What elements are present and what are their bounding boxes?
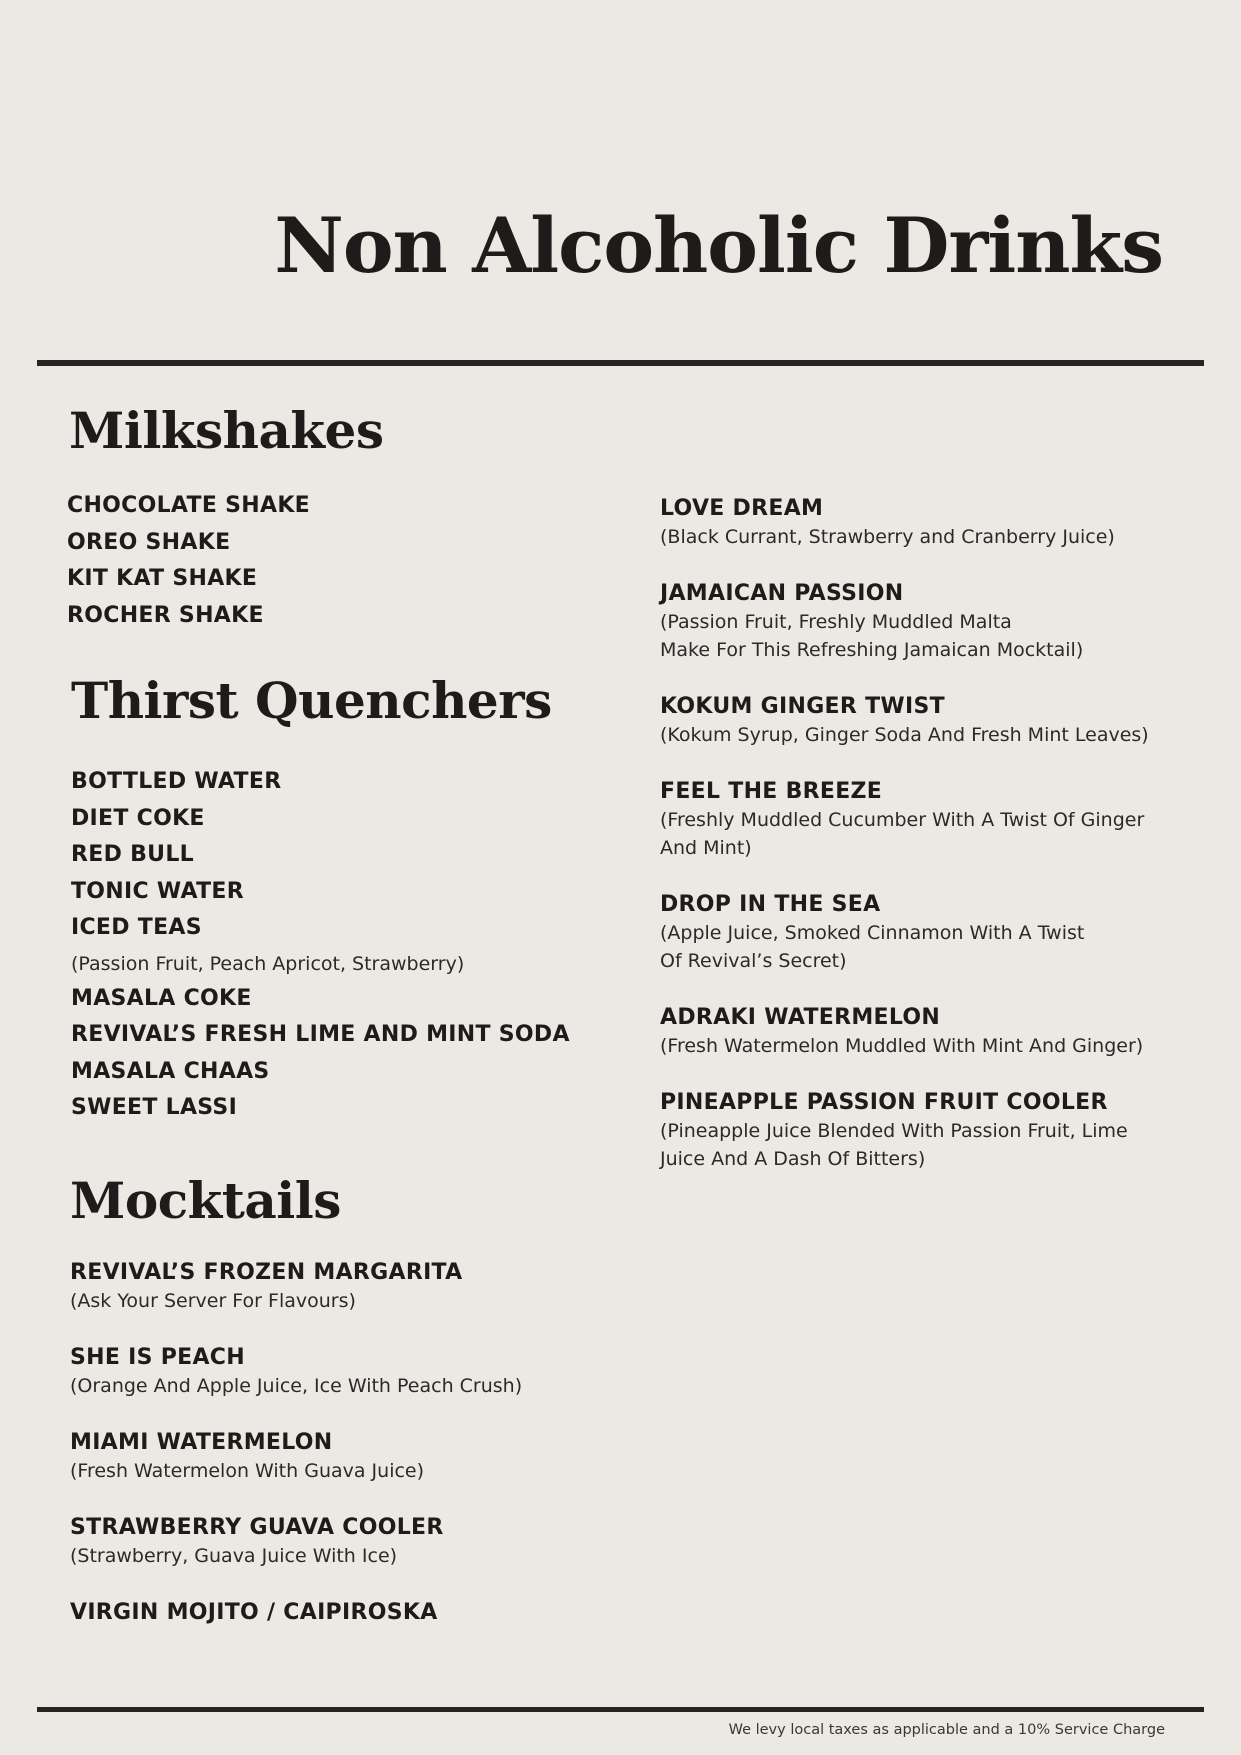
item-description: (Kokum Syrup, Ginger Soda And Fresh Mint Leaves) [660,724,1149,746]
top-divider [37,360,1204,366]
item-description: (Fresh Watermelon Muddled With Mint And Ginger) [660,1035,1144,1057]
list-item [660,1089,1149,1173]
item-name: PINEAPPLE PASSION FRUIT COOLER [660,1090,1108,1115]
mocktails-list [70,1259,522,1627]
section-heading-milkshakes: Milkshakes [69,401,384,460]
list-item [70,1259,522,1344]
list-item [660,1004,1149,1089]
list-item [660,693,1149,778]
list-item: BOTTLED WATER [71,769,282,794]
item-description: (Apple Juice, Smoked Cinnamon With A Twist Of Revival’s Secret) [660,922,1085,972]
list-item: OREO SHAKE [67,529,231,555]
list-item [660,778,1149,891]
list-item [660,495,1149,580]
item-description: (Passion Fruit, Freshly Muddled Malta Make For This Refreshing Jamaican Mocktail) [660,611,1084,661]
item-description: (Fresh Watermelon With Guava Juice) [70,1460,425,1482]
item-name: FEEL THE BREEZE [660,779,883,804]
list-item [70,1344,522,1429]
section-heading-mocktails: Mocktails [70,1171,341,1230]
page-title: Non Alcoholic Drinks [274,201,1163,290]
list-item [70,1429,522,1514]
item-description: (Freshly Muddled Cucumber With A Twist Of Ginger And Mint) [660,809,1145,859]
item-name: REVIVAL’S FROZEN MARGARITA [70,1260,463,1285]
list-item: CHOCOLATE SHAKE [67,493,310,518]
list-item: TONIC WATER [71,878,244,904]
list-item: DIET COKE [71,805,205,831]
item-name: DROP IN THE SEA [660,892,881,917]
item-name: MIAMI WATERMELON [70,1430,333,1455]
list-item: REVIVAL’S FRESH LIME AND MINT SODA [71,1022,570,1047]
mocktails-list-continued [660,495,1149,1173]
item-description: (Orange And Apple Juice, Ice With Peach Crush) [70,1375,523,1397]
list-item: SWEET LASSI [71,1095,238,1120]
list-item [660,580,1149,693]
item-name: VIRGIN MOJITO / CAIPIROSKA [70,1600,438,1625]
list-item: ICED TEAS [71,915,202,940]
list-item [660,891,1149,1004]
item-name: STRAWBERRY GUAVA COOLER [70,1515,444,1540]
list-item: RED BULL [71,842,194,867]
thirst-quenchers-list [71,764,570,1127]
item-name: KOKUM GINGER TWIST [660,694,945,719]
milkshakes-list [67,488,310,634]
item-description: (Pineapple Juice Blended With Passion Fruit, Lime Juice And A Dash Of Bitters) [660,1120,1128,1170]
item-name: LOVE DREAM [660,496,824,521]
list-item: MASALA CHAAS [71,1058,270,1084]
bottom-divider [37,1707,1204,1712]
section-heading-thirst-quenchers: Thirst Quenchers [71,671,552,730]
footer-note: We levy local taxes as applicable and a 10% Service Charge [728,1722,1165,1738]
list-item [70,1599,522,1627]
list-item [70,1514,522,1599]
list-item: KIT KAT SHAKE [67,566,258,591]
item-name: JAMAICAN PASSION [660,581,904,606]
item-description: (Strawberry, Guava Juice With Ice) [70,1545,398,1567]
list-item: MASALA COKE [71,985,252,1011]
item-name: ADRAKI WATERMELON [660,1005,941,1030]
item-name: SHE IS PEACH [70,1345,245,1370]
list-item-note: (Passion Fruit, Peach Apricot, Strawberry) [71,952,465,975]
item-description: (Ask Your Server For Flavours) [70,1290,356,1312]
item-description: (Black Currant, Strawberry and Cranberry Juice) [660,526,1115,548]
list-item: ROCHER SHAKE [67,602,264,628]
